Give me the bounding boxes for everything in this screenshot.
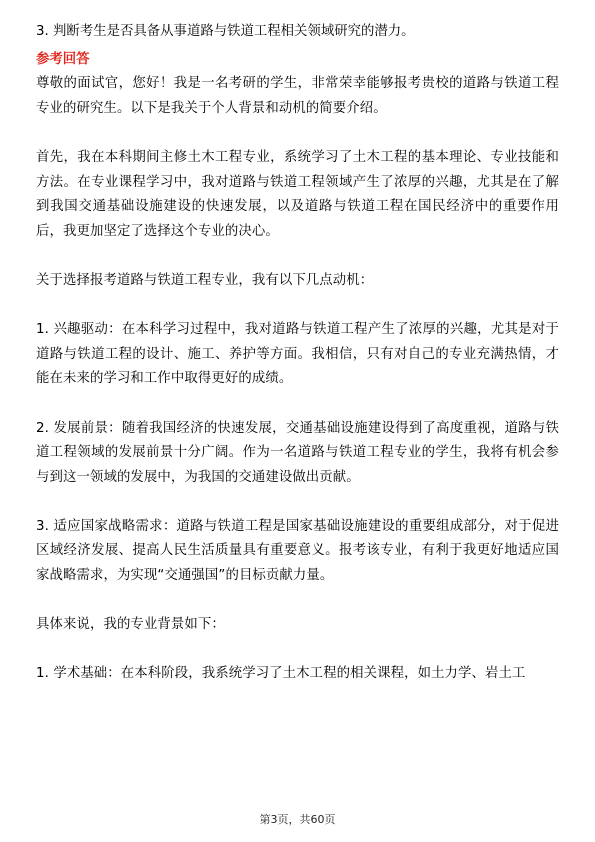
paragraph-motivation-1: 1. 兴趣驱动：在本科学习过程中，我对道路与铁道工程产生了浓厚的兴趣，尤其是对于道路与铁道工程的设计、施工、养护等方面。我相信，只有对自己的专业充满热情，才能在未来的学习和工作中取得更好的成绩。	[36, 322, 559, 387]
page-content	[36, 20, 559, 687]
answer-heading: 参考回答	[36, 51, 90, 67]
paragraph-motivation-2: 2. 发展前景：随着我国经济的快速发展，交通基础设施建设得到了高度重视，道路与铁道工程领域的发展前景十分广阔。作为一名道路与铁道工程专业的学生，我将有机会参与到这一领域的发展中，为我国的交通建设做出贡献。	[36, 420, 559, 485]
paragraph-motivation-3: 3. 适应国家战略需求：道路与铁道工程是国家基础设施建设的重要组成部分，对于促进区域经济发展、提高人民生活质量具有重要意义。报考该专业，有利于我更好地适应国家战略需求，为实现“交通强国”的目标贡献力量。	[36, 518, 559, 584]
paragraph-specifics-intro: 具体来说，我的专业背景如下：	[36, 617, 225, 633]
paragraph-motivation-intro: 关于选择报考道路与铁道工程专业，我有以下几点动机：	[36, 272, 374, 288]
paragraph-greeting: 尊敬的面试官，您好！我是一名考研的学生，非常荣幸能够报考贵校的道路与铁道工程专业的研究生。以下是我关于个人背景和动机的简要介绍。	[36, 76, 559, 116]
question-item-3: 3. 判断考生是否具备从事道路与铁道工程相关领域研究的潜力。	[36, 24, 415, 39]
paragraph-academic-basis: 1. 学术基础：在本科阶段，我系统学习了土木工程的相关课程，如土力学、岩土工	[36, 666, 526, 682]
paragraph-background: 首先，我在本科期间主修土木工程专业，系统学习了土木工程的基本理论、专业技能和方法。在专业课程学习中，我对道路与铁道工程领域产生了浓厚的兴趣，尤其是在了解到我国交通基础设施建设的快速发展，以及道路与铁道工程在国民经济中的重要作用后，我更加坚定了选择这个专业的决心。	[36, 149, 559, 239]
page-number-footer: 第3页，共60页	[259, 813, 336, 826]
